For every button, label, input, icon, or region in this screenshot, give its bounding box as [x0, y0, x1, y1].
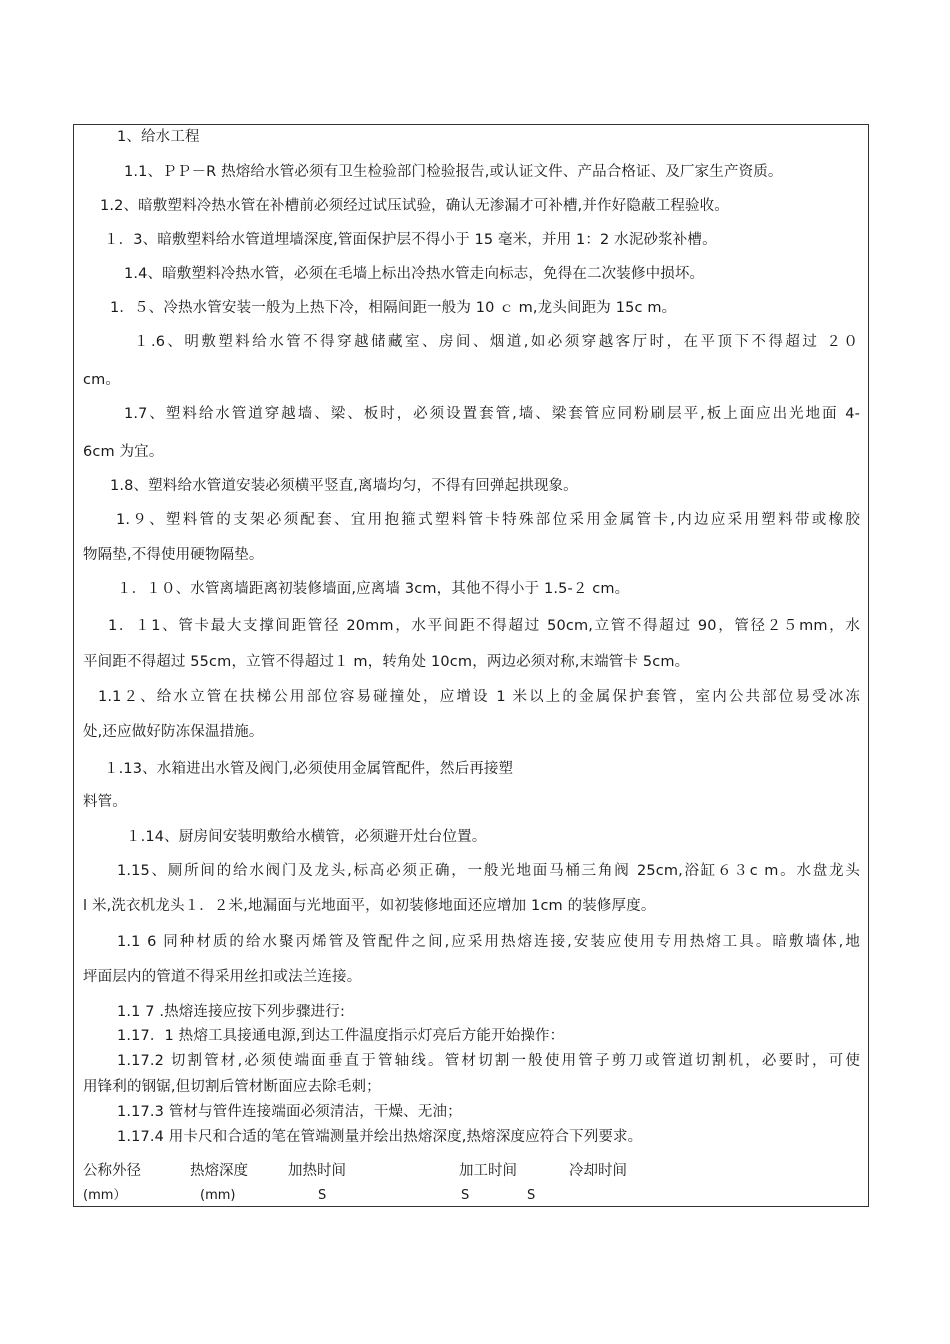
- paragraph-line: l 米,洗衣机龙头１．２米,地漏面与光地面平，如初装修地面还应增加 1cm 的装修厚度。: [83, 898, 656, 914]
- paragraph-line: 1.1 7 .热熔连接应按下列步骤进行:: [117, 1004, 345, 1020]
- paragraph-line: １.6、明敷塑料给水管不得穿越储藏室、房间、烟道,如必须穿越客厅时，在平顶下不得超过 ２０: [134, 334, 858, 350]
- table-header-heating-time: 加热时间: [288, 1163, 346, 1179]
- paragraph-line: 1.8、塑料给水管道安装必须横平竖直,离墙均匀，不得有回弹起拱现象。: [110, 478, 578, 494]
- table-header-cooling-time: 冷却时间: [569, 1163, 627, 1179]
- table-unit-processing-time: S: [461, 1188, 470, 1203]
- table-header-nominal-diameter: 公称外径: [83, 1163, 141, 1179]
- paragraph-line: １．3、暗敷塑料给水管道埋墙深度,管面保护层不得小于 15 毫米，并用 1：2 水泥砂浆补槽。: [104, 232, 717, 248]
- table-header-fusion-depth: 热熔深度: [190, 1163, 248, 1179]
- paragraph-line: １．１０、水管离墙距离初装修墙面,应离墙 3cm，其他不得小于 1.5-２ cm。: [117, 581, 630, 597]
- paragraph-line: 用锋利的钢锯,但切割后管材断面应去除毛刺；: [83, 1079, 381, 1095]
- paragraph-line: 1.17．1 热熔工具接通电源,到达工件温度指示灯亮后方能开始操作：: [117, 1028, 565, 1044]
- paragraph-line: 料管。: [83, 794, 127, 810]
- paragraph-line: 1.4、暗敷塑料冷热水管，必须在毛墙上标出冷热水管走向标志，免得在二次装修中损坏。: [124, 266, 705, 282]
- paragraph-line: 1.17.4 用卡尺和合适的笔在管端测量并绘出热熔深度,热熔深度应符合下列要求。: [117, 1129, 643, 1145]
- paragraph-line: 1.15、厕所间的给水阀门及龙头,标高必须正确，一般光地面马桶三角阀 25cm,浴缸６３c m。水盘龙头: [117, 863, 860, 879]
- paragraph-line: 坪面层内的管道不得采用丝扣或法兰连接。: [83, 969, 362, 985]
- paragraph-line: 1.９、塑料管的支架必须配套、宜用抱箍式塑料管卡特殊部位采用金属管卡,内边应采用塑料带或橡胶: [116, 512, 860, 528]
- paragraph-line: １.14、厨房间安装明敷给水横管，必须避开灶台位置。: [126, 829, 487, 845]
- paragraph-line: 6cm 为宜。: [83, 444, 164, 460]
- paragraph-line: 1.2、暗敷塑料冷热水管在补槽前必须经过试压试验，确认无渗漏才可补槽,并作好隐蔽工程验收。: [100, 198, 729, 214]
- paragraph-line: 处,还应做好防冻保温措施。: [83, 724, 264, 740]
- paragraph-line: 平间距不得超过 55cm，立管不得超过１ m，转角处 10cm，两边必须对称,末端管卡 5cm。: [83, 654, 690, 670]
- table-unit-heating-time: S: [318, 1188, 327, 1203]
- paragraph-line: 1.17.3 管材与管件连接端面必须清洁，干燥、无油；: [117, 1104, 462, 1120]
- table-header-processing-time: 加工时间: [459, 1163, 517, 1179]
- paragraph-line: cm。: [83, 372, 121, 388]
- paragraph-line: 1.1、ＰＰ－R 热熔给水管必须有卫生检验部门检验报告,或认证文件、产品合格证、及厂家生产资质。: [124, 164, 783, 180]
- paragraph-line: 1.7、塑料给水管道穿越墙、梁、板时，必须设置套管,墙、梁套管应同粉刷层平,板上面应出光地面 4-: [124, 406, 860, 422]
- paragraph-line: 物隔垫,不得使用硬物隔垫。: [83, 547, 264, 563]
- paragraph-line: 1．５、冷热水管安装一般为上热下冷，相隔间距一般为 10 ｃ m,龙头间距为 15c m。: [110, 300, 677, 316]
- table-unit-nominal-diameter: (mm）: [83, 1188, 127, 1203]
- table-unit-cooling-time: S: [527, 1188, 536, 1203]
- table-unit-fusion-depth: (mm): [200, 1188, 236, 1203]
- paragraph-line: １.13、水箱进出水管及阀门,必须使用金属管配件，然后再接塑: [104, 761, 514, 777]
- paragraph-line: 1.1２、给水立管在扶梯公用部位容易碰撞处，应增设 1 米以上的金属保护套管，室内公共部位易受冰冻: [98, 689, 860, 705]
- paragraph-line: 1.1 6 同种材质的给水聚丙烯管及管配件之间,应采用热熔连接,安装应使用专用热熔工具。暗敷墙体,地: [117, 934, 860, 950]
- heading-water-supply: 1、给水工程: [117, 129, 200, 145]
- paragraph-line: 1.17.2 切割管材,必须使端面垂直于管轴线。管材切割一般使用管子剪刀或管道切割机，必要时，可使: [117, 1053, 860, 1069]
- paragraph-line: 1．１1、管卡最大支撑间距管径 20mm，水平间距不得超过 50cm,立管不得超过 90，管径２５mm，水: [108, 618, 860, 634]
